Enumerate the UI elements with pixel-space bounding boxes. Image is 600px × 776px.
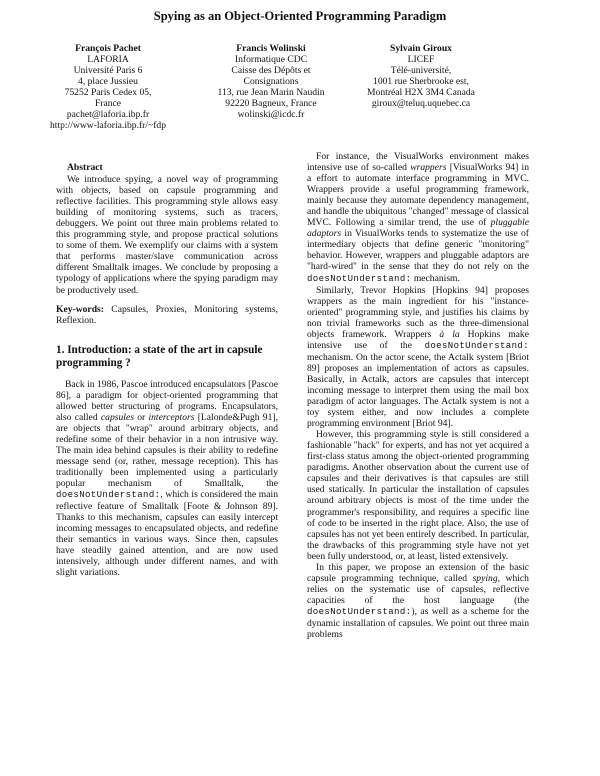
author-email[interactable]: wolinski@icdc.fr [237, 109, 305, 120]
paragraph: However, this programming style is still considered a fashionable "hack" for experts, and has not yet acquired a first-class status among the object-oriented programming paradigms. Another observation about the current use of capsules and their derivatives is that capsules are still used statically. In particular the installation of capsules around arbitrary objects is most of the time under the programmer's responsibility, and requires a specific line of code to be inserted in the right place. Also, the use of capsules has not yet been entirely described. In particular, the drawbacks of this programming style have not yet been fully understood, or, at least, listed extensively. [307, 429, 529, 562]
paragraph: For instance, the VisualWorks environment makes intensive use of so-called wrappers [VisualWorks 94] in a effort to automate interface programming in MVC. Wrappers provide a useful programming framework, mainly because they automate dependency management, and handle the ubiquitous "changed" message of classical MVC. Following a similar trend, the use of pluggable adaptors in VisualWorks tends to systematize the use of intermediary objects that define generic "monitoring" behavior. However, wrappers and pluggable adaptors are "hard-wired" in the sense that they do not rely on the doesNotUnderstand: mechanism. [307, 151, 530, 284]
author-block-giroux [356, 43, 486, 109]
left-column [56, 162, 278, 579]
author-address: 75252 Paris Cedex 05, [64, 87, 152, 98]
author-name: Sylvain Giroux [390, 43, 452, 54]
author-affiliation: LAFORIA [87, 54, 129, 65]
author-name: François Pachet [75, 43, 141, 54]
author-address: France [94, 98, 122, 109]
author-affiliation: Informatique CDC [234, 54, 308, 65]
author-address: 113, rue Jean Marin Naudin [217, 87, 325, 98]
author-homepage[interactable]: http://www-laforia.ibp.fr/~fdp [49, 120, 167, 131]
paper-title: Spying as an Object-Oriented Programming Paradigm [153, 9, 447, 23]
author-block-wolinski [206, 43, 336, 120]
keywords-label: Key-words: [56, 303, 104, 315]
term-a-la: à la [439, 328, 460, 340]
code-term: doesNotUnderstand: [307, 606, 412, 617]
term-interceptors: interceptors [148, 411, 195, 423]
author-name: Francis Wolinski [236, 43, 306, 54]
author-affiliation: Caisse des Dépôts et [231, 65, 311, 76]
author-address: 4, place Jussieu [78, 76, 138, 87]
keywords-text: Capsules, Proxies, Monitoring systems, Reflexion. [56, 303, 278, 326]
keywords [56, 304, 278, 326]
author-affiliation: Consignations [243, 76, 299, 87]
code-term: doesNotUnderstand: [56, 490, 161, 501]
abstract-heading: Abstract [67, 162, 103, 173]
term-spying: spying [472, 572, 498, 584]
code-term: doesNotUnderstand: [424, 340, 529, 351]
author-affiliation: Télé-université, [390, 65, 452, 76]
author-address: Montréal H2X 3M4 Canada [367, 87, 475, 98]
author-affiliation: LICEF [407, 54, 435, 65]
right-column [307, 151, 529, 640]
author-email[interactable]: giroux@teluq.uquebec.ca [371, 98, 471, 109]
section-heading: 1. Introduction: a state of the art in capsule programming ? [56, 343, 263, 369]
author-email[interactable]: pachet@laforia.ibp.fr [66, 109, 150, 120]
author-block-pachet [48, 43, 168, 131]
paragraph: In this paper, we propose an extension of the basic capsule programming technique, called spying, which relies on the systematic use of capsules, reflective capacities of the host language (the doesNotUnderstand:), as well as a scheme for the dynamic installation of capsules. We point out three main problems [307, 561, 529, 641]
author-affiliation: Université Paris 6 [73, 65, 143, 76]
code-term: doesNotUnderstand: [307, 273, 412, 284]
author-address: 92220 Bagneux, France [225, 98, 317, 109]
term-wrappers: wrappers [410, 162, 447, 174]
paragraph: Similarly, Trevor Hopkins [Hopkins 94] proposes wrappers as the main ingredient for his "instance-oriented" programming style, and justifies his claims by non trivial frameworks such as the three-dimensional objects framework. Wrappers à la Hopkins make intensive use of the doesNotUnderstand: mechanism. On the actor scene, the Actalk system [Briot 89] proposes an implementation of actors as capsules. Basically, in Actalk, actors are capsules that intercept incoming message to interpret them using the mail box paradigm of actor languages. The Actalk system is not a toy system either, and now includes a complete programming environment [Briot 94]. [307, 284, 529, 430]
author-address: 1001 rue Sherbrooke est, [373, 76, 469, 87]
paragraph: Back in 1986, Pascoe introduced encapsulators [Pascoe 86], a paradigm for object-oriented programming that allowed better structuring of programs. Encapsulators, also called capsules or interceptors [Lalonde&Pugh 91], are objects that "wrap" around arbitrary objects, and redefine some of their behavior in a non intrusive way. The main idea behind capsules is their ability to redefine message send (or, rather, message reception). This has traditionally been implemented using a particularly popular mechanism of Smalltalk, the doesNotUnderstand:, which is considered the main reflective feature of Smalltalk [Foote & Johnson 89]. Thanks to this mechanism, capsules can easily intercept incoming messages to encapsulated objects, and redefine their semantics in various ways. Since then, capsules have steadily gained attention, and are now used intensively, although under different names, and with slight variations. [56, 378, 278, 579]
abstract-text: We introduce spying, a novel way of programming with objects, based on capsule programming and reflective facilities. This programming style allows easy building of monitoring systems, such as tracers, debuggers. We point out three main problems related to this programming style, and propose practical solutions to some of them. We exemplify our claims with a system that performs master/slave communication across different Smalltalk images. We conclude by proposing a typology of applications where the spying paradigm may be productively used. [56, 174, 278, 296]
term-pluggable-adaptors: pluggable adaptors [307, 217, 529, 240]
term-capsules: capsules [100, 411, 134, 423]
